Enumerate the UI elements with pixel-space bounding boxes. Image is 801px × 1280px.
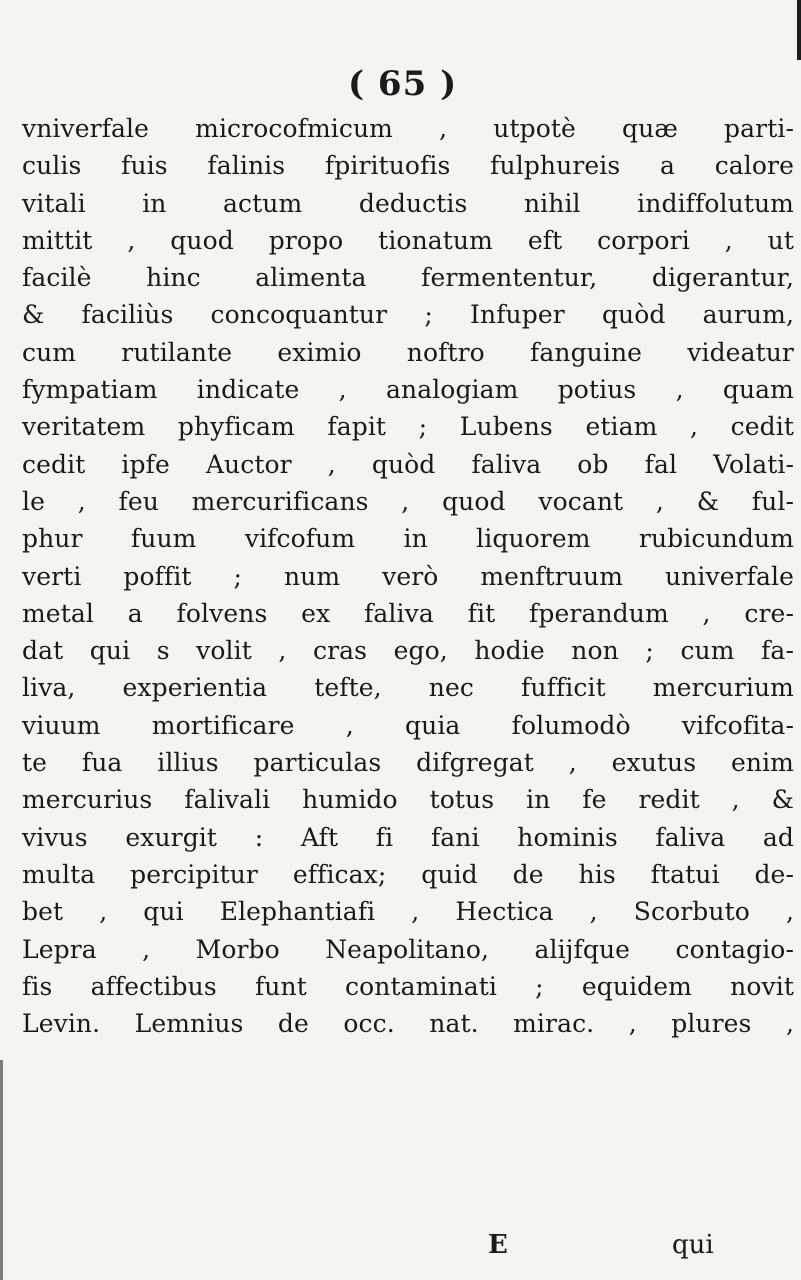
text-line: cum rutilante eximio noftro fanguine videatur xyxy=(22,337,794,367)
page-edge-shadow-left xyxy=(0,1060,3,1280)
text-line: fympatiam indicate , analogiam potius , quam xyxy=(22,375,794,405)
text-line: le , feu mercurificans , quod vocant , & ful- xyxy=(22,486,794,516)
text-line: culis fuis falinis fpirituofis fulphureis a calore xyxy=(22,151,794,181)
page-edge-shadow xyxy=(797,0,801,60)
text-line: metal a folvens ex faliva fit fperandum , cre- xyxy=(22,598,794,628)
text-line: mittit , quod propo tionatum eft corpori , ut xyxy=(22,225,794,255)
text-line: multa percipitur efficax; quid de his ftatui de- xyxy=(22,859,794,889)
text-line: bet , qui Elephantiafi , Hectica , Scorbuto , xyxy=(22,897,794,927)
text-line: vivus exurgit : Aft fi fani hominis faliva ad xyxy=(22,822,794,852)
text-line: & faciliùs concoquantur ; Infuper quòd aurum, xyxy=(22,300,794,330)
text-line: vitali in actum deductis nihil indiffolutum xyxy=(22,188,794,218)
catchword: qui xyxy=(672,1230,714,1260)
text-line: Levin. Lemnius de occ. nat. mirac. , plures , xyxy=(22,1009,794,1039)
text-line: verti poffit ; num verò menftruum univerfale xyxy=(22,561,794,591)
text-line: liva, experientia tefte, nec fufficit mercurium xyxy=(22,673,794,703)
text-line: te fua illius particulas difgregat , exutus enim xyxy=(22,748,794,778)
body-text xyxy=(22,110,794,1042)
text-line: vniverfale microcofmicum , utpotè quæ parti- xyxy=(22,114,794,143)
page-footer xyxy=(22,1230,794,1270)
text-line: phur fuum vifcofum in liquorem rubicundum xyxy=(22,524,794,554)
text-line: facilè hinc alimenta fermententur, digerantur, xyxy=(22,263,794,293)
text-line: Lepra , Morbo Neapolitano, alijfque contagio- xyxy=(22,934,794,964)
text-line: dat qui s volit , cras ego, hodie non ; cum fa- xyxy=(22,636,794,666)
signature-mark: E xyxy=(488,1230,508,1260)
text-line: fis affectibus funt contaminati ; equidem novit xyxy=(22,971,794,1001)
text-line: cedit ipfe Auctor , quòd faliva ob fal Volati- xyxy=(22,449,794,479)
text-line: veritatem phyficam fapit ; Lubens etiam , cedit xyxy=(22,412,794,442)
text-line: mercurius falivali humido totus in fe redit , & xyxy=(22,785,794,815)
page-number: ( 65 ) xyxy=(348,64,458,104)
text-line: viuum mortificare , quia folumodò vifcofita- xyxy=(22,710,794,740)
